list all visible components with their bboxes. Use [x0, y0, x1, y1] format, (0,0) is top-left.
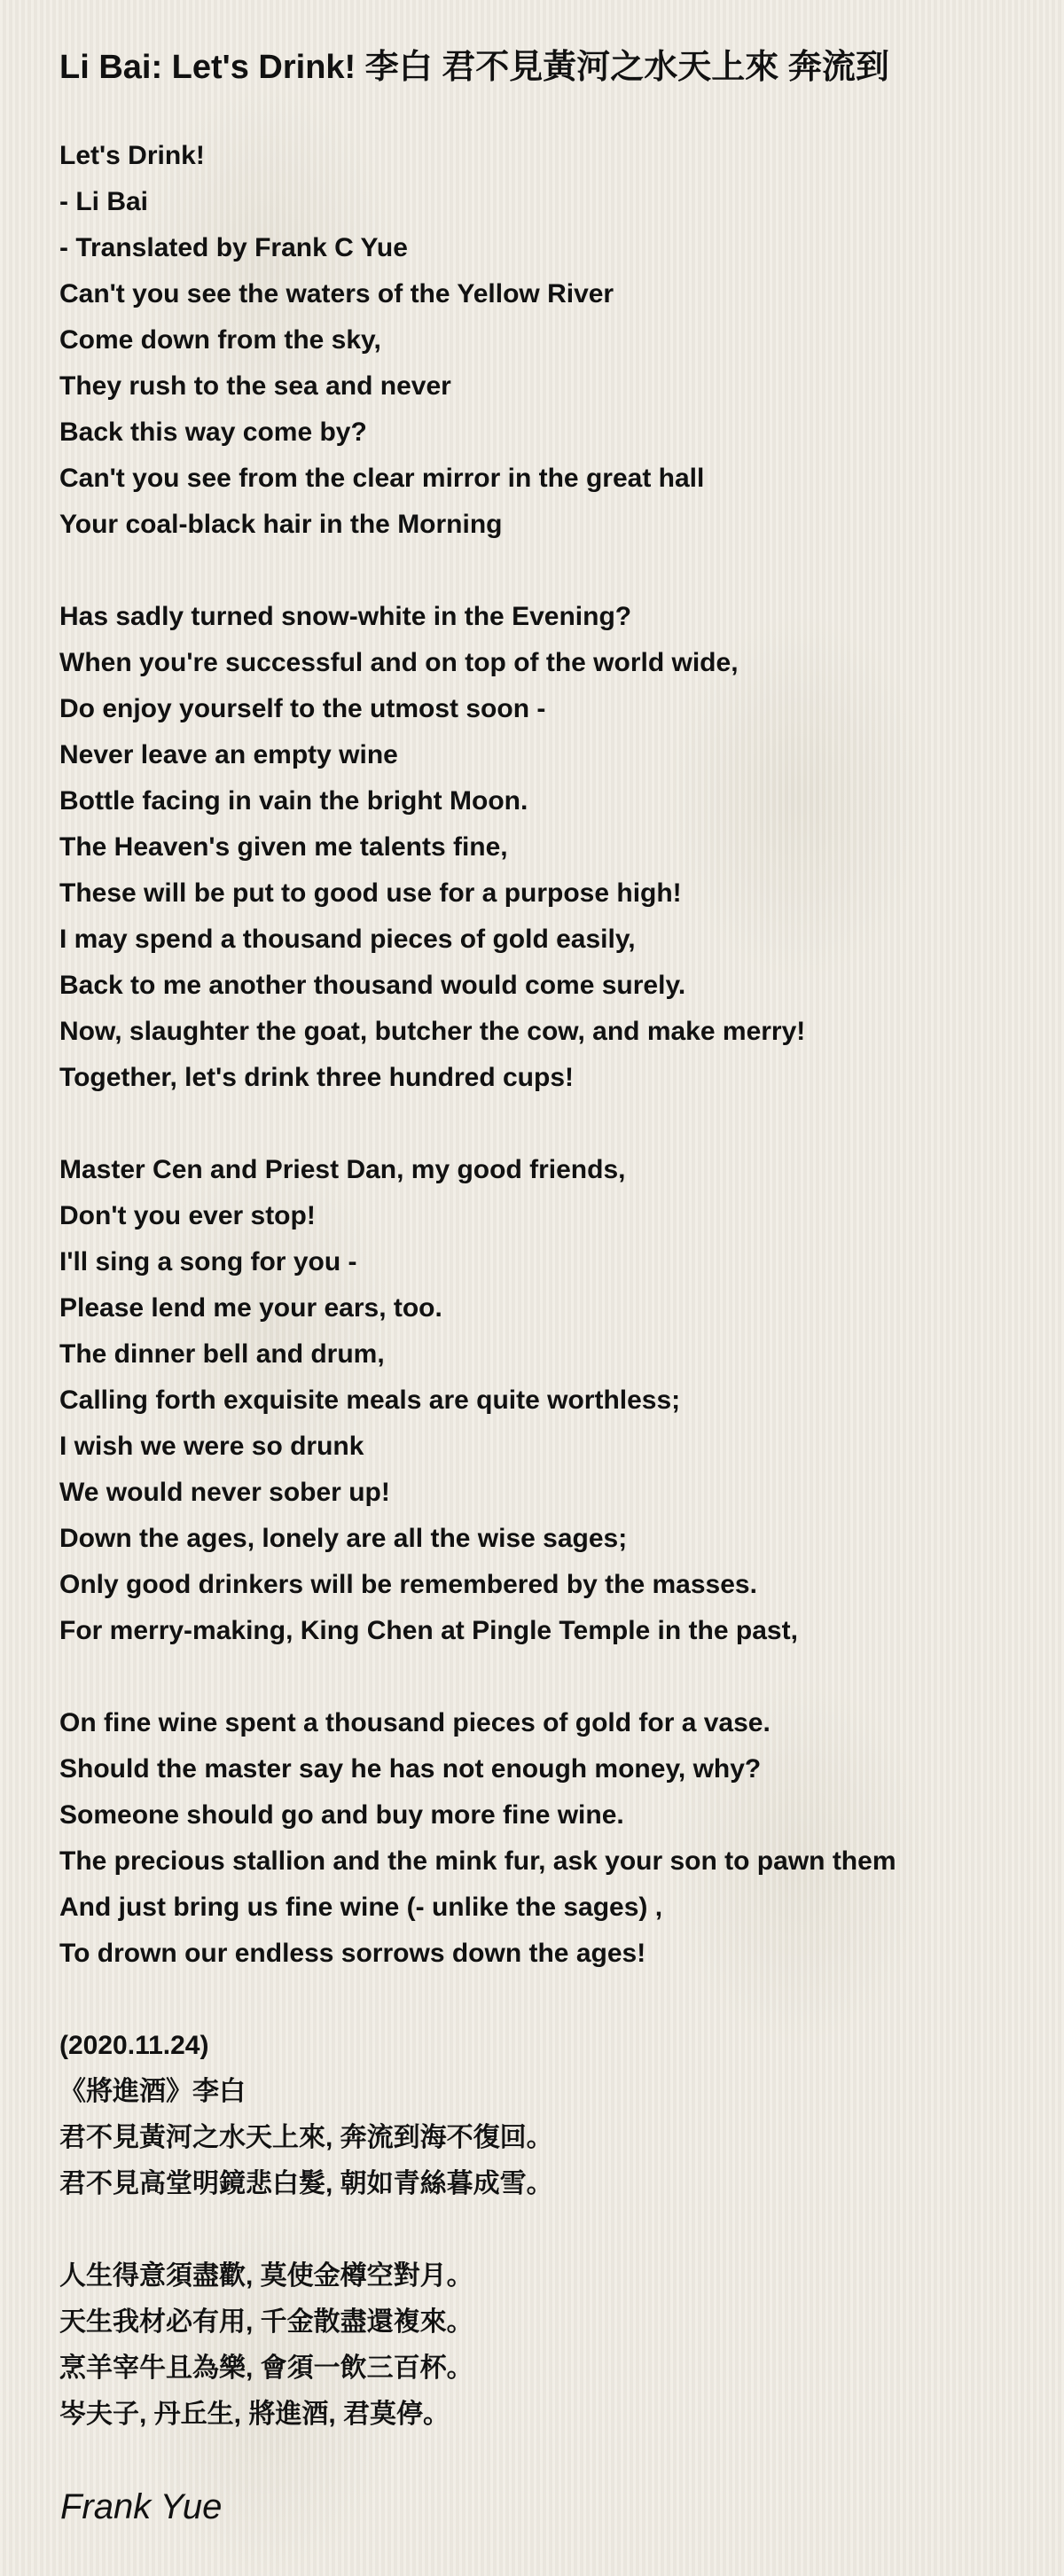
poem-line: Calling forth exquisite meals are quite worthless;: [59, 1386, 681, 1415]
poem-line: Down the ages, lonely are all the wise sages;: [59, 1524, 628, 1553]
poem-line: Has sadly turned snow-white in the Evening?: [59, 602, 632, 631]
poem-line: Now, slaughter the goat, butcher the cow, and make merry!: [59, 1017, 806, 1046]
poem-title: Li Bai: Let's Drink! 李白 君不見黃河之水天上來 奔流到: [59, 49, 889, 86]
poem-line: 烹羊宰牛且為樂, 會須一飲三百杯。: [59, 2354, 473, 2383]
poem-line: And just bring us fine wine (- unlike the sages) ,: [59, 1893, 663, 1922]
poem-line: Can't you see the waters of the Yellow River: [59, 279, 614, 308]
poem-line: Only good drinkers will be remembered by the masses.: [59, 1570, 757, 1599]
poem-line: The dinner bell and drum,: [59, 1339, 385, 1369]
poem-line: Your coal-black hair in the Morning: [59, 510, 503, 539]
poem-line: When you're successful and on top of the world wide,: [59, 648, 739, 677]
poem-line: Should the master say he has not enough money, why?: [59, 1754, 762, 1784]
poem-line: Don't you ever stop!: [59, 1201, 316, 1230]
poem-line: Please lend me your ears, too.: [59, 1293, 442, 1323]
poem-line: 君不見高堂明鏡悲白髮, 朝如青絲暮成雪。: [59, 2169, 553, 2198]
poem-line: Back this way come by?: [59, 418, 367, 447]
poem-line: - Li Bai: [59, 187, 149, 216]
poem-line: For merry-making, King Chen at Pingle Temple in the past,: [59, 1616, 798, 1645]
poem-body: [59, 133, 1044, 2438]
poem-line: Someone should go and buy more fine wine.: [59, 1800, 624, 1830]
poem-line: I may spend a thousand pieces of gold easily,: [59, 925, 636, 954]
poem-line: 人生得意須盡歡, 莫使金樽空對月。: [59, 2261, 473, 2291]
poem-line: The precious stallion and the mink fur, ask your son to pawn them: [59, 1846, 896, 1876]
poem-line: Let's Drink!: [59, 141, 205, 170]
poem-line: They rush to the sea and never: [59, 371, 451, 401]
poem-line: 《將進酒》李白: [59, 2077, 246, 2106]
poem-line: - Translated by Frank C Yue: [59, 233, 408, 262]
poem-line: Never leave an empty wine: [59, 740, 398, 769]
poem-line: On fine wine spent a thousand pieces of gold for a vase.: [59, 1708, 771, 1737]
stanza-break: [59, 548, 1044, 594]
poem-line: 岑夫子, 丹丘生, 將進酒, 君莫停。: [59, 2400, 450, 2429]
poem-line: Master Cen and Priest Dan, my good friends,: [59, 1155, 626, 1184]
poem-line: I wish we were so drunk: [59, 1432, 364, 1461]
stanza-break: [59, 1101, 1044, 1147]
poem-line: Can't you see from the clear mirror in the great hall: [59, 464, 705, 493]
stanza-break: [59, 1977, 1044, 2023]
stanza-break: [59, 2207, 1044, 2253]
poem-line: These will be put to good use for a purpose high!: [59, 878, 682, 908]
poem-line: The Heaven's given me talents fine,: [59, 832, 508, 862]
poem-line: Do enjoy yourself to the utmost soon -: [59, 694, 546, 723]
author-signature: Frank Yue: [60, 2487, 223, 2526]
poem-line: We would never sober up!: [59, 1478, 390, 1507]
poem-line: Together, let's drink three hundred cups!: [59, 1063, 574, 1092]
poem-line: 天生我材必有用, 千金散盡還複來。: [59, 2307, 473, 2337]
poem-line: 君不見黃河之水天上來, 奔流到海不復回。: [59, 2123, 553, 2152]
stanza-break: [59, 1654, 1044, 1700]
poem-line: I'll sing a song for you -: [59, 1247, 357, 1276]
poem-line: Back to me another thousand would come surely.: [59, 971, 686, 1000]
poem-line: To drown our endless sorrows down the ages!: [59, 1939, 646, 1968]
poem-line: Come down from the sky,: [59, 325, 381, 355]
poem-line: (2020.11.24): [59, 2031, 209, 2060]
poem-line: Bottle facing in vain the bright Moon.: [59, 786, 528, 816]
